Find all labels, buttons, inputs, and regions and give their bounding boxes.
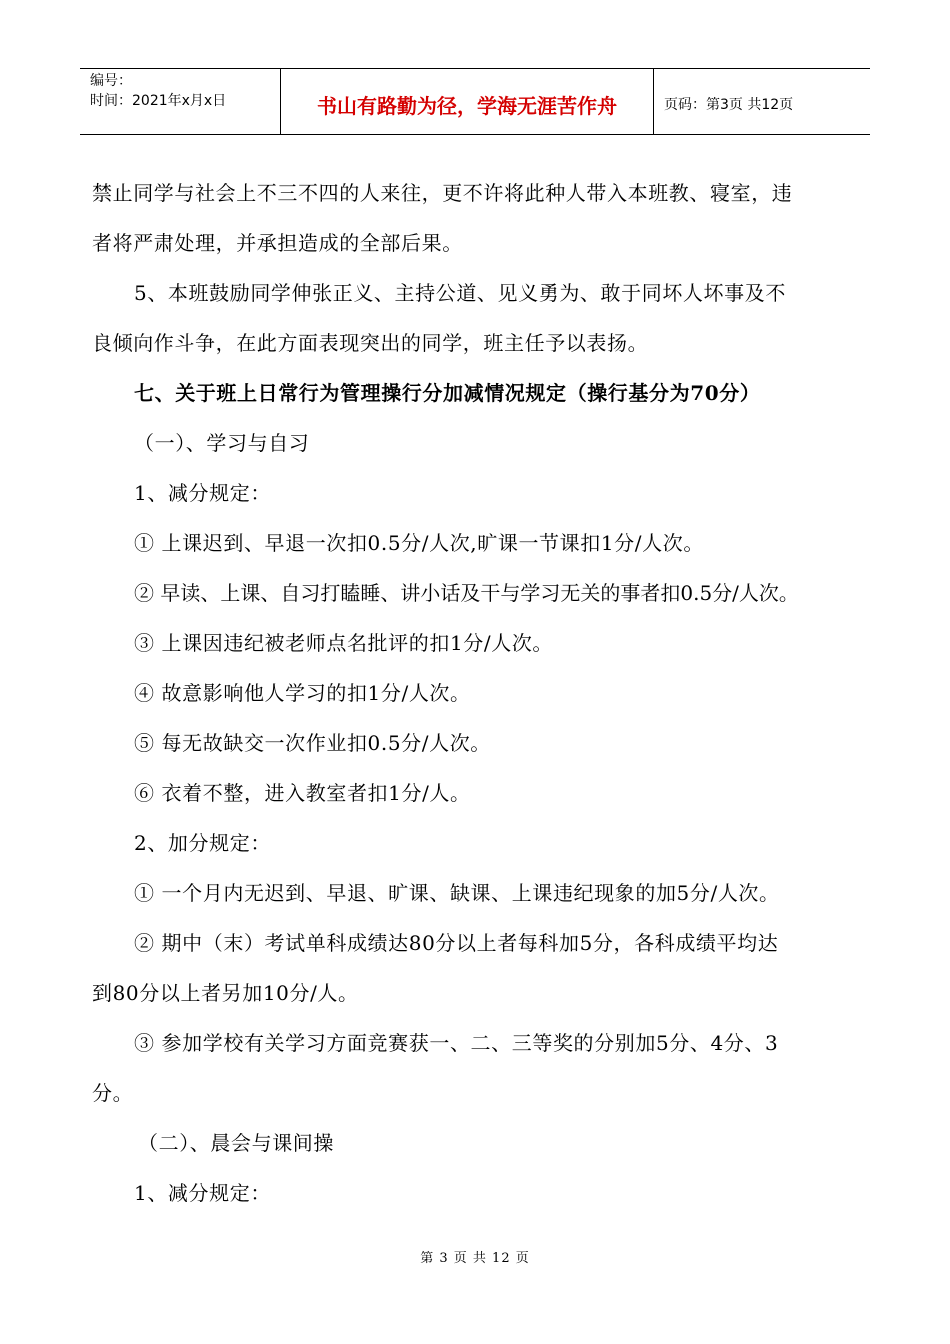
rule-item: ① 一个月内无迟到、早退、旷课、缺课、上课违纪现象的加5分/人次。 bbox=[134, 881, 780, 905]
section-heading: 七、关于班上日常行为管理操行分加减情况规定（操行基分为70分） bbox=[134, 381, 761, 405]
page-footer: 第 3 页 共 12 页 bbox=[420, 1251, 530, 1266]
page-header bbox=[80, 68, 870, 135]
rule-item: ④ 故意影响他人学习的扣1分/人次。 bbox=[134, 681, 471, 705]
header-page-code: 页码：第3页 共12页 bbox=[664, 96, 794, 113]
document-body bbox=[92, 168, 864, 1218]
rule-heading: 1、减分规定： bbox=[134, 481, 271, 505]
rule-item: ⑤ 每无故缺交一次作业扣0.5分/人次。 bbox=[134, 731, 491, 755]
subsection-heading: （二）、晨会与课间操 bbox=[138, 1131, 334, 1155]
time-label: 时间：2021年x月x日 bbox=[90, 93, 227, 109]
rule-heading: 2、加分规定： bbox=[134, 831, 271, 855]
rule-item: ⑥ 衣着不整，进入教室者扣1分/人。 bbox=[134, 781, 471, 805]
paragraph-line: 分。 bbox=[92, 1081, 134, 1105]
paragraph-line: 良倾向作斗争，在此方面表现突出的同学，班主任予以表扬。 bbox=[92, 331, 649, 355]
paragraph-line: 者将严肃处理，并承担造成的全部后果。 bbox=[92, 231, 463, 255]
header-meta bbox=[80, 69, 281, 134]
rule-item: ① 上课迟到、早退一次扣0.5分/人次,旷课一节课扣1分/人次。 bbox=[134, 531, 704, 555]
paragraph-line: 5、本班鼓励同学伸张正义、主持公道、见义勇为、敢于同坏人坏事及不 bbox=[134, 281, 786, 305]
paragraph-line: 到80分以上者另加10分/人。 bbox=[92, 981, 359, 1005]
paragraph-line: 禁止同学与社会上不三不四的人来往，更不许将此种人带入本班教、寝室，违 bbox=[92, 181, 793, 205]
subsection-heading: （一）、学习与自习 bbox=[134, 431, 310, 455]
rule-item: ② 期中（末）考试单科成绩达80分以上者每科加5分，各科成绩平均达 bbox=[134, 931, 779, 955]
header-motto: 书山有路勤为径，学海无涯苦作舟 bbox=[281, 69, 654, 134]
rule-heading: 1、减分规定： bbox=[134, 1181, 271, 1205]
number-label: 编号： bbox=[90, 73, 132, 89]
rule-item: ③ 上课因违纪被老师点名批评的扣1分/人次。 bbox=[134, 631, 554, 655]
rule-item: ② 早读、上课、自习打瞌睡、讲小话及干与学习无关的事者扣0.5分/人次。 bbox=[134, 581, 799, 605]
rule-item: ③ 参加学校有关学习方面竞赛获一、二、三等奖的分别加5分、4分、3 bbox=[134, 1031, 779, 1055]
